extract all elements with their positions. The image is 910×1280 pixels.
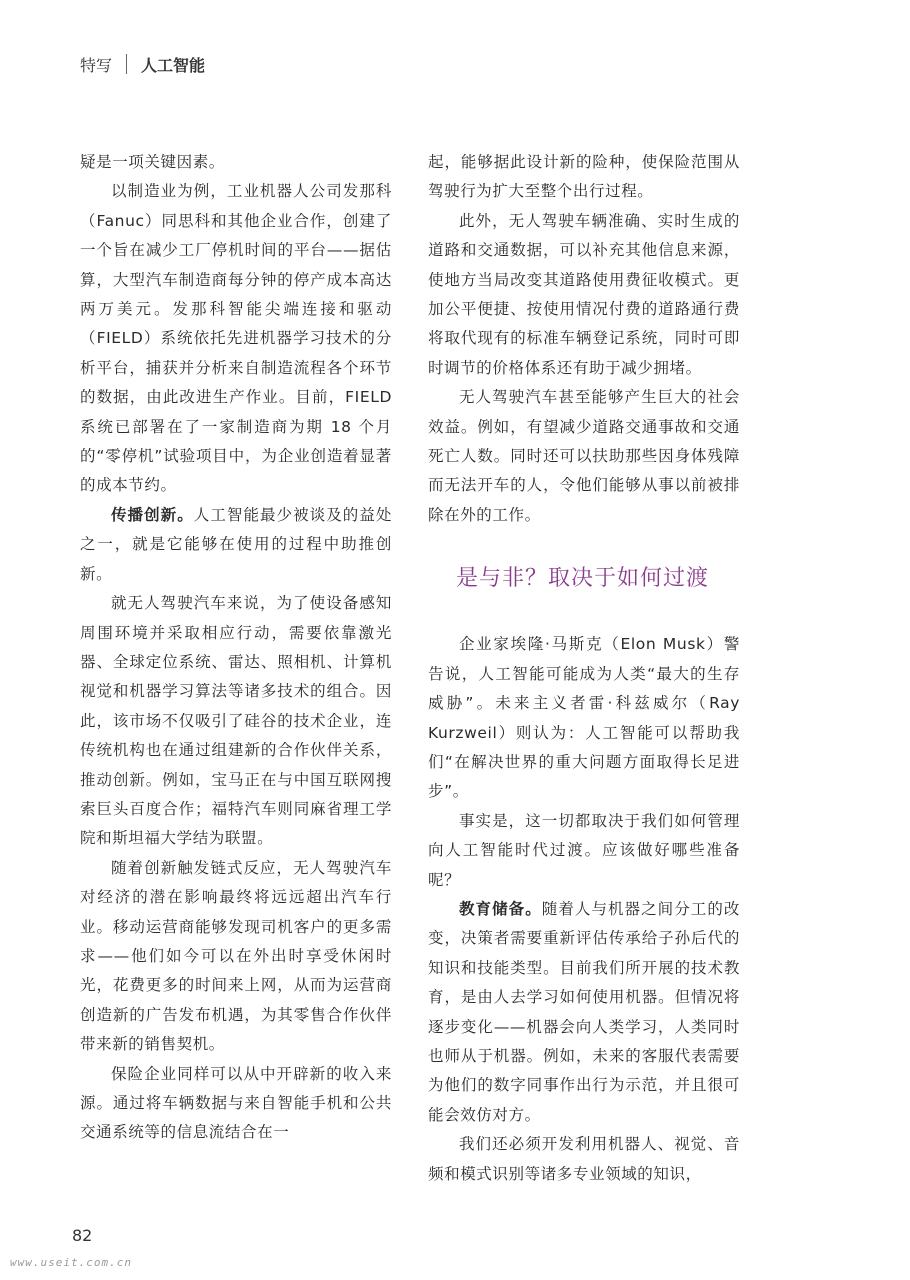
paragraph bbox=[80, 501, 392, 589]
header-section-name: 人工智能 bbox=[141, 55, 206, 75]
paragraph bbox=[80, 589, 392, 854]
paragraph-text: 事实是，这一切都取决于我们如何管理向人工智能时代过渡。应该做好哪些准备呢？ bbox=[428, 811, 740, 889]
paragraph bbox=[80, 1060, 392, 1148]
paragraph bbox=[80, 854, 392, 1060]
paragraph bbox=[428, 383, 740, 530]
paragraph bbox=[428, 207, 740, 383]
section-heading: 是与非？取决于如何过渡 bbox=[456, 566, 710, 592]
header-column-name: 特写 bbox=[80, 55, 113, 75]
paragraph-text: 保险企业同样可以从中开辟新的收入来源。通过将车辆数据与来自智能手机和公共交通系统等的信息流结合在一 bbox=[80, 1064, 392, 1142]
running-header bbox=[80, 52, 205, 76]
paragraph bbox=[428, 895, 740, 1130]
paragraph-lead: 传播创新。 bbox=[111, 505, 194, 524]
paragraph bbox=[428, 630, 740, 806]
paragraph-text: 起，能够据此设计新的险种，使保险范围从驾驶行为扩大至整个出行过程。 bbox=[428, 153, 740, 201]
watermark: www.useit.com.cn bbox=[10, 1256, 132, 1269]
header-divider bbox=[126, 54, 127, 74]
paragraph-text: 企业家埃隆·马斯克（Elon Musk）警告说，人工智能可能成为人类“最大的生存威胁”。未来主义者雷·科兹威尔（Ray Kurzweil）则认为：人工智能可以帮助我们“在解决世界的重大问题方面取得长足进步”。 bbox=[428, 635, 740, 801]
right-column-top bbox=[428, 148, 740, 530]
paragraph bbox=[428, 148, 740, 207]
paragraph-text: 我们还必须开发利用机器人、视觉、音频和模式识别等诸多专业领域的知识， bbox=[428, 1135, 740, 1183]
paragraph bbox=[80, 148, 392, 177]
right-column bbox=[428, 148, 740, 1189]
paragraph bbox=[80, 177, 392, 500]
paragraph-text: 疑是一项关键因素。 bbox=[80, 153, 225, 171]
paragraph bbox=[428, 807, 740, 895]
paragraph-text: 人工智能最少被谈及的益处之一，就是它能够在使用的过程中助推创新。 bbox=[80, 505, 392, 583]
paragraph-text: 随着创新触发链式反应，无人驾驶汽车对经济的潜在影响最终将远远超出汽车行业。移动运营商能够发现司机客户的更多需求——他们如今可以在外出时享受休闲时光，花费更多的时间来上网，从而为运营商创造新的广告发布机遇，为其零售合作伙伴带来新的销售契机。 bbox=[80, 858, 392, 1054]
paragraph-text: 此外，无人驾驶车辆准确、实时生成的道路和交通数据，可以补充其他信息来源，使地方当局改变其道路使用费征收模式。更加公平便捷、按使用情况付费的道路通行费将取代现有的标准车辆登记系统，同时可即时调节的价格体系还有助于减少拥堵。 bbox=[428, 211, 740, 377]
right-column-bottom bbox=[428, 630, 740, 1189]
paragraph-text: 随着人与机器之间分工的改变，决策者需要重新评估传承给子孙后代的知识和技能类型。目前我们所开展的技术教育，是由人去学习如何使用机器。但情况将逐步变化——机器会向人类学习，人类同时也师从于机器。例如，未来的客服代表需要为他们的数字同事作出行为示范，并且很可能会效仿对方。 bbox=[428, 899, 740, 1124]
left-column bbox=[80, 148, 392, 1148]
paragraph-text: 就无人驾驶汽车来说，为了使设备感知周围环境并采取相应行动，需要依靠激光器、全球定位系统、雷达、照相机、计算机视觉和机器学习算法等诸多技术的组合。因此，该市场不仅吸引了硅谷的技术企业，连传统机构也在通过组建新的合作伙伴关系，推动创新。例如，宝马正在与中国互联网搜索巨头百度合作；福特汽车则同麻省理工学院和斯坦福大学结为联盟。 bbox=[80, 594, 392, 848]
paragraph bbox=[428, 1130, 740, 1189]
paragraph-lead: 教育储备。 bbox=[459, 899, 542, 918]
page-number: 82 bbox=[72, 1226, 93, 1245]
paragraph-text: 以制造业为例，工业机器人公司发那科（Fanuc）同思科和其他企业合作，创建了一个旨在减少工厂停机时间的平台——据估算，大型汽车制造商每分钟的停产成本高达两万美元。发那科智能尖端连接和驱动（FIELD）系统依托先进机器学习技术的分析平台，捕获并分析来自制造流程各个环节的数据，由此改进生产作业。目前，FIELD 系统已部署在了一家制造商为期 18 个月的“零停机”试验项目中，为企业创造着显著的成本节约。 bbox=[80, 182, 392, 495]
paragraph-text: 无人驾驶汽车甚至能够产生巨大的社会效益。例如，有望减少道路交通事故和交通死亡人数。同时还可以扶助那些因身体残障而无法开车的人，令他们能够从事以前被排除在外的工作。 bbox=[428, 388, 740, 524]
